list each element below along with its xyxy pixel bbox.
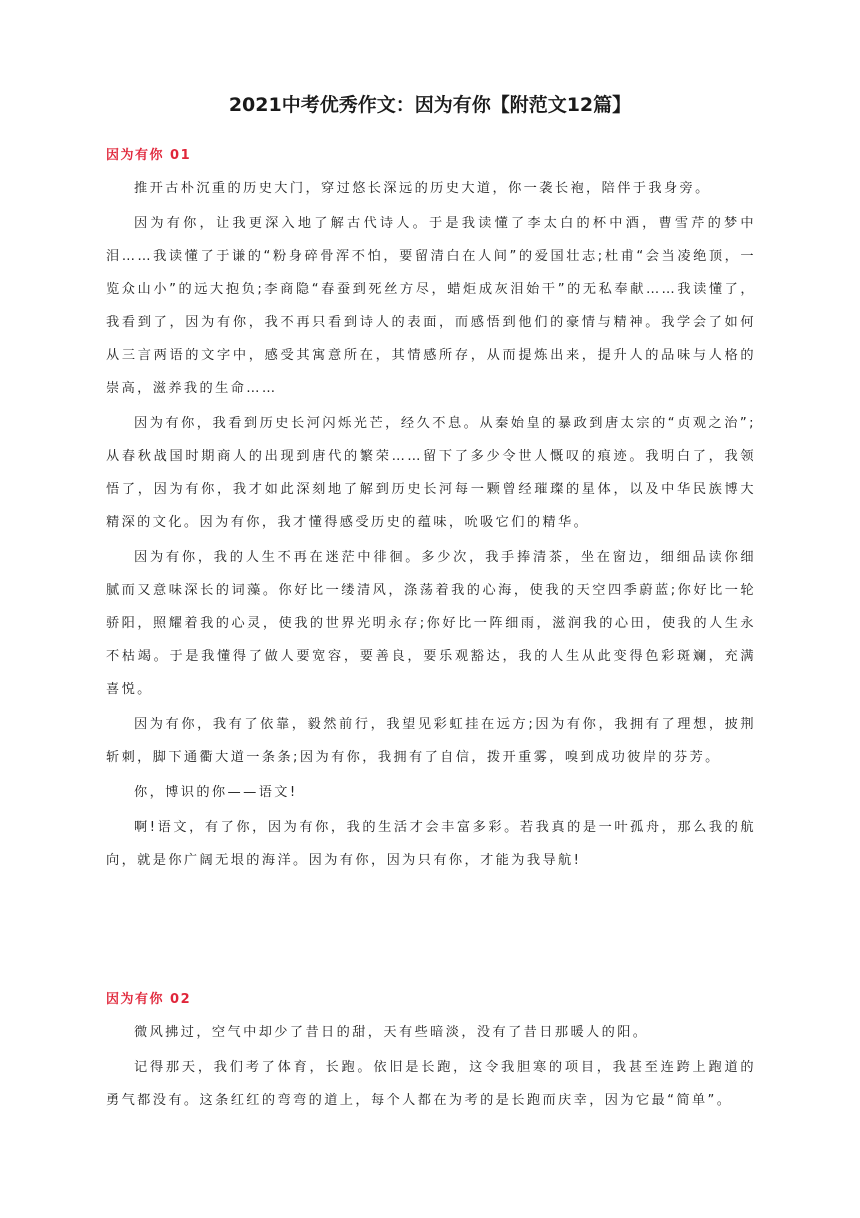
page-title: 2021中考优秀作文：因为有你【附范文12篇】 <box>228 94 632 116</box>
paragraph: 啊!语文，有了你，因为有你，我的生活才会丰富多彩。若我真的是一叶孤舟，那么我的航向，就是你广阔无垠的海洋。因为有你，因为只有你，才能为我导航! <box>106 820 756 868</box>
paragraph: 你，博识的你——语文! <box>134 785 298 800</box>
paragraph: 因为有你，让我更深入地了解古代诗人。于是我读懂了李太白的杯中酒，曹雪芹的梦中泪……我读懂了于谦的“粉身碎骨浑不怕，要留清白在人间”的爱国壮志;杜甫“会当凌绝顶，一览众山小”的远大抱负;李商隐“春蚕到死丝方尽，蜡炬成灰泪始干”的无私奉献……我读懂了，我看到了，因为有你，我不再只看到诗人的表面，而感悟到他们的豪情与精神。我学会了如何从三言两语的文字中，感受其寓意所在，其情感所存，从而提炼出来，提升人的品味与人格的崇高，滋养我的生命…… <box>106 216 756 396</box>
section-body-02 <box>106 1016 756 1119</box>
paragraph: 微风拂过，空气中却少了昔日的甜，天有些暗淡，没有了昔日那暖人的阳。 <box>134 1025 649 1040</box>
paragraph: 因为有你，我有了依靠，毅然前行，我望见彩虹挂在远方;因为有你，我拥有了理想，披荆斩刺，脚下通衢大道一条条;因为有你，我拥有了自信，拨开重雾，嗅到成功彼岸的芬芳。 <box>106 717 756 765</box>
paragraph: 记得那天，我们考了体育，长跑。依旧是长跑，这令我胆寒的项目，我甚至连跨上跑道的勇气都没有。这条红红的弯弯的道上，每个人都在为考的是长跑而庆幸，因为它最“简单”。 <box>106 1060 756 1108</box>
section-heading-01: 因为有你 01 <box>106 148 192 163</box>
paragraph: 因为有你，我的人生不再在迷茫中徘徊。多少次，我手捧清茶，坐在窗边，细细品读你细腻而又意味深长的词藻。你好比一缕清风，涤荡着我的心海，使我的天空四季蔚蓝;你好比一轮骄阳，照耀着我的心灵，使我的世界光明永存;你好比一阵细雨，滋润我的心田，使我的人生永不枯竭。于是我懂得了做人要宽容，要善良，要乐观豁达，我的人生从此变得色彩斑斓，充满喜悦。 <box>106 550 756 697</box>
paragraph: 因为有你，我看到历史长河闪烁光芒，经久不息。从秦始皇的暴政到唐太宗的“贞观之治”;从春秋战国时期商人的出现到唐代的繁荣……留下了多少令世人慨叹的痕迹。我明白了，我领悟了，因为有你，我才如此深刻地了解到历史长河每一颗曾经璀璨的星体，以及中华民族博大精深的文化。因为有你，我才懂得感受历史的蕴味，吮吸它们的精华。 <box>106 416 756 530</box>
section-body-01 <box>106 172 756 879</box>
paragraph: 推开古朴沉重的历史大门，穿过悠长深远的历史大道，你一袭长袍，陪伴于我身旁。 <box>134 181 711 196</box>
section-heading-02: 因为有你 02 <box>106 992 192 1007</box>
